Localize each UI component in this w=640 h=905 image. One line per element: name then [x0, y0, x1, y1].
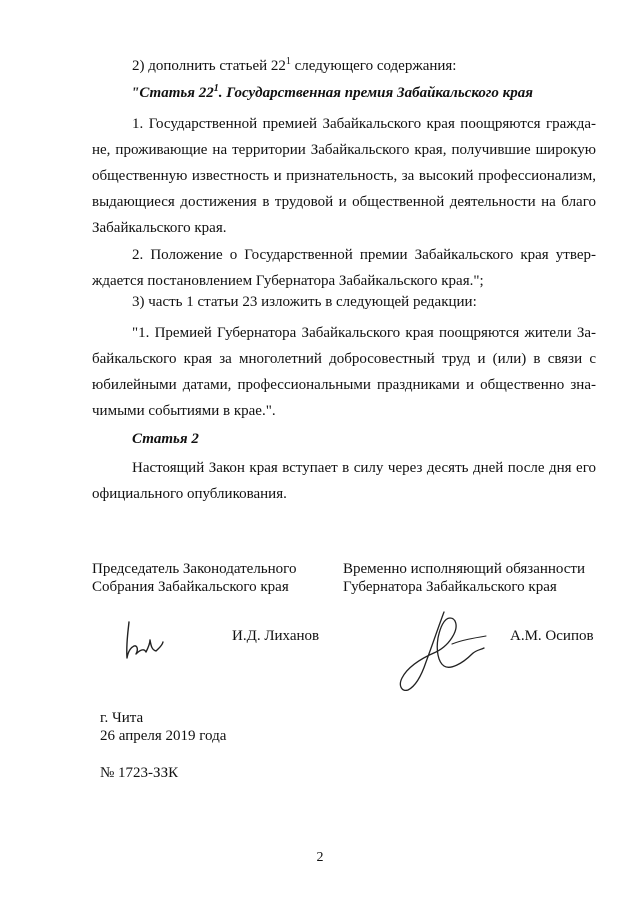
left-title-line2: Собрания Забайкальского края	[92, 579, 289, 595]
left-signatory-title	[92, 560, 296, 596]
right-title-line1: Временно исполняющий обязанности	[343, 561, 586, 577]
article2-text	[92, 455, 596, 507]
paragraph-line: официального опубликования.	[92, 486, 287, 502]
right-title-line2: Губернатора Забайкальского края	[343, 579, 557, 595]
paragraph-line: чимыми событиями в крае.".	[92, 403, 276, 419]
paragraph-line: "1. Премией Губернатора Забайкальского края поощряются жители За-	[132, 325, 596, 341]
law-number: № 1723-ЗЗК	[100, 765, 179, 781]
left-title-line1: Председатель Законодательного	[92, 561, 297, 577]
item3-intro: 3) часть 1 статьи 23 изложить в следующей редакции:	[132, 294, 477, 310]
article2-heading: Статья 2	[132, 431, 199, 447]
left-signature-icon	[120, 618, 170, 664]
paragraph-line: 1. Государственной премией Забайкальского края поощряются гражда-	[132, 116, 596, 132]
paragraph-line: Забайкальского края.	[92, 220, 227, 236]
right-signature-icon	[392, 606, 492, 694]
left-signatory-name: И.Д. Лиханов	[232, 628, 320, 644]
right-signatory-title	[343, 560, 585, 596]
paragraph-line: общественную известность и признательность, за высокий профессионализм,	[92, 168, 596, 184]
paragraph-line: не, проживающие на территории Забайкальского края, получившие широкую	[92, 142, 596, 158]
city: г. Чита	[100, 710, 144, 726]
paragraph-line: юбилейными датами, профессиональными праздниками и общественно зна-	[92, 377, 596, 393]
paragraph-line: байкальского края за многолетний добросовестный труд и (или) в связи с	[92, 351, 596, 367]
paragraph-3	[92, 320, 596, 424]
right-signatory-name: А.М. Осипов	[510, 628, 594, 644]
paragraph-line: выдающиеся достижения в трудовой и общественной деятельности на благо	[92, 194, 596, 210]
place-and-date	[100, 709, 226, 745]
page-number: 2	[316, 850, 324, 865]
paragraph-line: Настоящий Закон края вступает в силу через десять дней после дня его	[132, 460, 596, 476]
paragraph-line: 2. Положение о Государственной премии Забайкальского края утвер-	[132, 247, 596, 263]
item2-intro: 2) дополнить статьей $22^1$ следующего содержания:	[132, 56, 457, 74]
paragraph-2	[92, 242, 596, 294]
paragraph-line: ждается постановлением Губернатора Забайкальского края.";	[92, 273, 484, 289]
date: 26 апреля 2019 года	[100, 728, 227, 744]
article-heading: "Статья $22^1$. Государственная премия Забайкальского края	[131, 83, 534, 101]
paragraph-1	[92, 111, 596, 241]
